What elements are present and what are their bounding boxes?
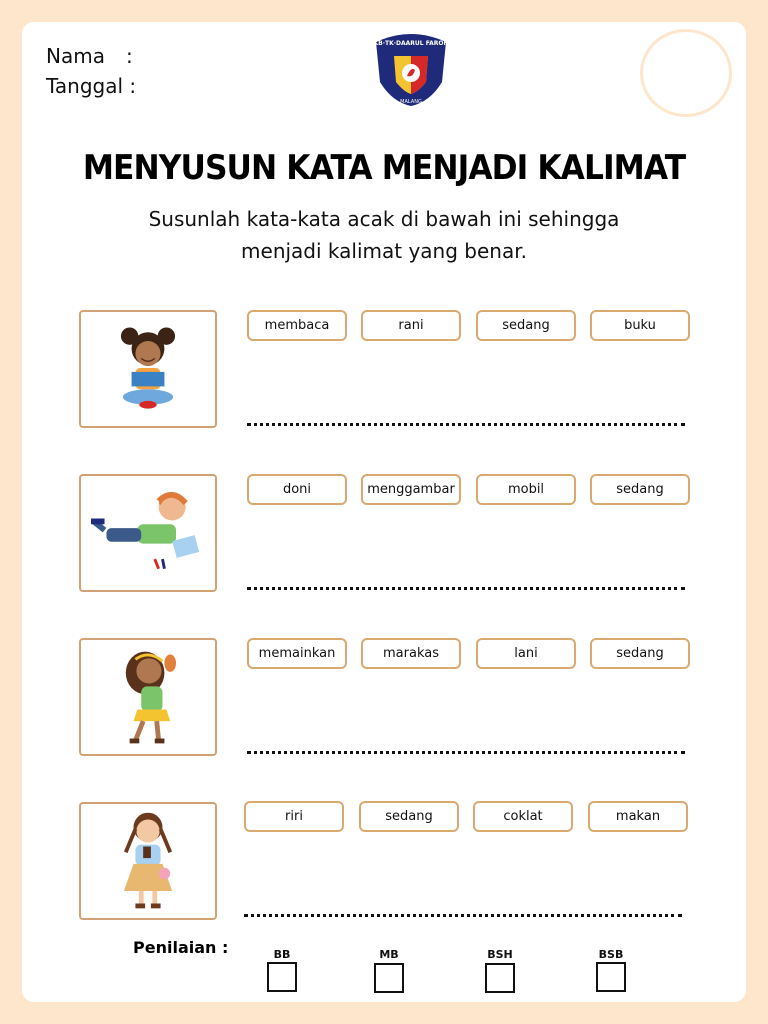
grade-label-mb: MB [379, 948, 399, 961]
word-chip[interactable]: rani [361, 310, 461, 341]
word-chip[interactable]: lani [476, 638, 576, 669]
grade-label-bb: BB [273, 948, 291, 961]
word-chip[interactable]: marakas [361, 638, 461, 669]
date-label: Tanggal : [46, 74, 137, 98]
grade-label-bsb: BSB [598, 948, 624, 961]
word-chip[interactable]: doni [247, 474, 347, 505]
word-chip[interactable]: sedang [590, 638, 690, 669]
word-chip[interactable]: sedang [590, 474, 690, 505]
answer-line-3[interactable] [247, 751, 685, 754]
instruction-line-2: menjadi kalimat yang benar. [241, 239, 527, 263]
page-title: MENYUSUN KATA MENJADI KALIMAT [82, 148, 686, 188]
grade-checkbox-bsb[interactable] [596, 962, 626, 992]
name-colon: : [126, 44, 133, 68]
word-chip[interactable]: memainkan [247, 638, 347, 669]
answer-line-4[interactable] [244, 914, 682, 917]
word-chip[interactable]: buku [590, 310, 690, 341]
illustration-boy-drawing [79, 474, 217, 592]
word-chip[interactable]: menggambar [361, 474, 461, 505]
instruction-line-1: Susunlah kata-kata acak di bawah ini sehingga [148, 207, 620, 231]
illustration-girl-chocolate [79, 802, 217, 920]
grade-label-bsh: BSH [487, 948, 513, 961]
word-chip[interactable]: makan [588, 801, 688, 832]
answer-line-2[interactable] [247, 587, 685, 590]
date-field [46, 74, 136, 98]
school-logo [370, 30, 452, 108]
grade-checkbox-bb[interactable] [267, 962, 297, 992]
word-chip[interactable]: sedang [359, 801, 459, 832]
answer-line-1[interactable] [247, 423, 685, 426]
illustration-girl-reading [79, 310, 217, 428]
illustration-girl-maracas [79, 638, 217, 756]
name-label: Nama [46, 44, 105, 68]
word-chip[interactable]: sedang [476, 310, 576, 341]
decorative-circle [640, 29, 732, 117]
name-field [46, 44, 133, 68]
word-chip[interactable]: coklat [473, 801, 573, 832]
grade-checkbox-mb[interactable] [374, 963, 404, 993]
grade-checkbox-bsh[interactable] [485, 963, 515, 993]
word-chip[interactable]: riri [244, 801, 344, 832]
word-chip[interactable]: membaca [247, 310, 347, 341]
svg-text:MALANG: MALANG [400, 99, 422, 105]
svg-text:KB·TK·DAARUL FAROH: KB·TK·DAARUL FAROH [373, 40, 449, 47]
word-chip[interactable]: mobil [476, 474, 576, 505]
assessment-label: Penilaian : [133, 938, 229, 957]
